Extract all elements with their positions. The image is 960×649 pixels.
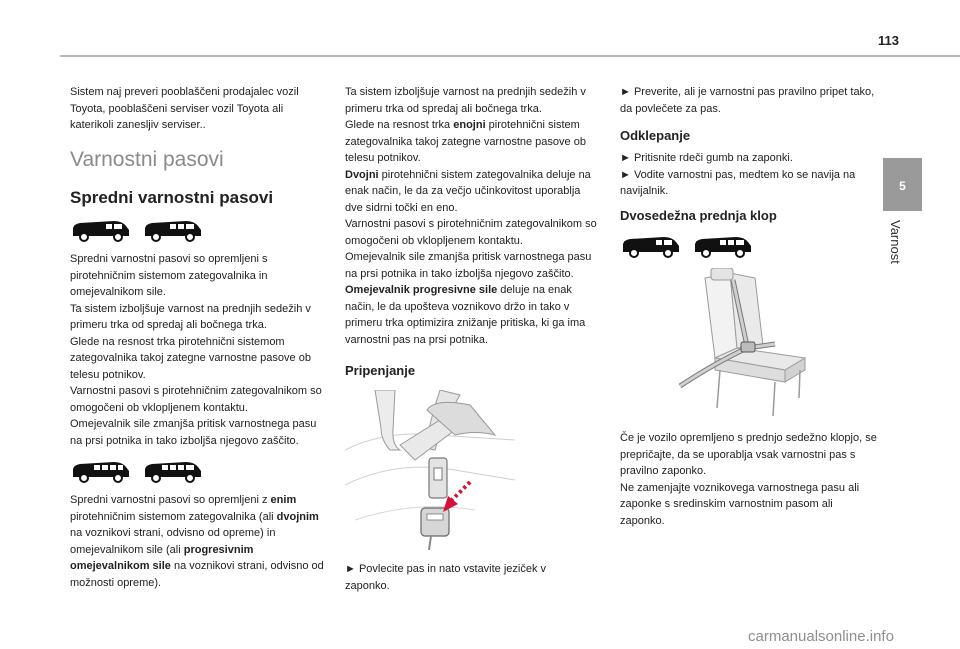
watermark-text[interactable]: carmanualsonline.info: [748, 628, 894, 645]
van-icon: [692, 234, 754, 258]
bench-description: [620, 430, 878, 529]
intro-text: Sistem naj preveri pooblaščeni prodajalec vozil Toyota, pooblaščeni serviser vozil Toyota ali katerikoli zanesljiv serviser..: [70, 86, 299, 131]
van-icon: [142, 218, 204, 242]
variant-description: Spredni varnostni pasovi so opremljeni z enim pirotehničnim sistemom zategovalnika (ali dvojnim na voznikovi strani, odvisno od opreme) in omejevalnikom sile (ali progresivnim omejevalnikom sile na voznikovi strani, odvisno od možnosti opreme).: [70, 494, 324, 589]
page-number: 113: [878, 33, 899, 48]
paragraph: Spredni varnostni pasovi so opremljeni s pirotehničnim sistemom zategovalnika in omejevalnikom sile.: [70, 253, 268, 298]
paragraph: Dvojni pirotehnični sistem zategovalnika deluje na enak način, le da za večjo učinkovitost uporablja dve sidrni točki en eno.: [345, 168, 591, 214]
van-icon: [70, 459, 132, 483]
vehicle-icons-top: [70, 218, 210, 242]
paragraph: Ta sistem izboljšuje varnost na prednjih sedežih v primeru trka od spredaj ali bočnega trka.: [345, 86, 586, 115]
chapter-title: Varnost: [888, 220, 903, 264]
paragraph: Varnostni pasovi s pirotehničnim zategovalnikom so omogočeni ob vklopljenem kontaktu.: [345, 218, 597, 247]
van-icon: [620, 234, 682, 258]
fastening-caption: ► Povlecite pas in nato vstavite jeziček v zaponko.: [345, 563, 547, 592]
paragraph: Ta sistem izboljšuje varnost na prednjih sedežih v primeru trka od spredaj ali bočnega trka.: [70, 302, 311, 331]
paragraph: Omejevalnik sile zmanjša pritisk varnostnega pasu na prsi potnika in tako izboljša njegovo zaščito.: [345, 251, 592, 280]
unfastening-heading: Odklepanje: [620, 128, 691, 143]
buckle-illustration: [345, 390, 515, 550]
paragraph: Če je vozilo opremljeno s prednjo sedežno klopjo, se prepričajte, da se uporablja vsak varnostni pas s pravilno zaponko.: [620, 432, 877, 477]
bench-seat-illustration: [675, 268, 825, 418]
paragraph: Glede na resnost trka pirotehnični sistemom zategovalnika takoj zategne varnostne pasove ob telesu potnikov.: [70, 335, 311, 381]
vehicle-icons-bottom: [70, 459, 210, 483]
header-rule: [60, 55, 960, 57]
van-icon: [70, 218, 132, 242]
section-title: Varnostni pasovi: [70, 148, 224, 171]
vehicle-icons-bench: [620, 234, 760, 258]
chapter-tab[interactable]: 5: [883, 158, 922, 211]
step: ► Pritisnite rdeči gumb na zaponki.: [620, 152, 793, 164]
paragraph: Omejevalnik sile zmanjša pritisk varnostnega pasu na prsi potnika in tako izboljša njegovo zaščito.: [70, 418, 317, 447]
van-icon: [142, 459, 204, 483]
subsection-title: Spredni varnostni pasovi: [70, 188, 274, 207]
check-instruction: ► Preverite, ali je varnostni pas pravilno pripet tako, da povlečete za pas.: [620, 86, 875, 115]
pretensioner-details: [345, 84, 601, 348]
paragraph: Ne zamenjajte voznikovega varnostnega pasu ali zaponke s sredinskim varnostnim pasom ali zaponko.: [620, 481, 860, 527]
step: ► Vodite varnostni pas, medtem ko se navija na navijalnik.: [620, 168, 856, 197]
unfastening-steps: [620, 150, 878, 200]
paragraph: Glede na resnost trka enojni pirotehnični sistem zategovalnika takoj zategne varnostne pasove ob telesu potnikov.: [345, 119, 586, 164]
chapter-label: [888, 220, 918, 290]
pretensioner-description: [70, 251, 328, 449]
paragraph: Varnostni pasovi s pirotehničnim zategovalnikom so omogočeni ob vklopljenem kontaktu.: [70, 385, 322, 414]
bench-heading: Dvosedežna prednja klop: [620, 208, 777, 223]
paragraph: Omejevalnik progresivne sile deluje na enak način, le da upošteva voznikovo držo in tako v primeru trka optimizira znižanje pritiska, ki ga ima varnostni pas na prsi potnika.: [345, 284, 586, 346]
fastening-heading: Pripenjanje: [345, 363, 416, 378]
